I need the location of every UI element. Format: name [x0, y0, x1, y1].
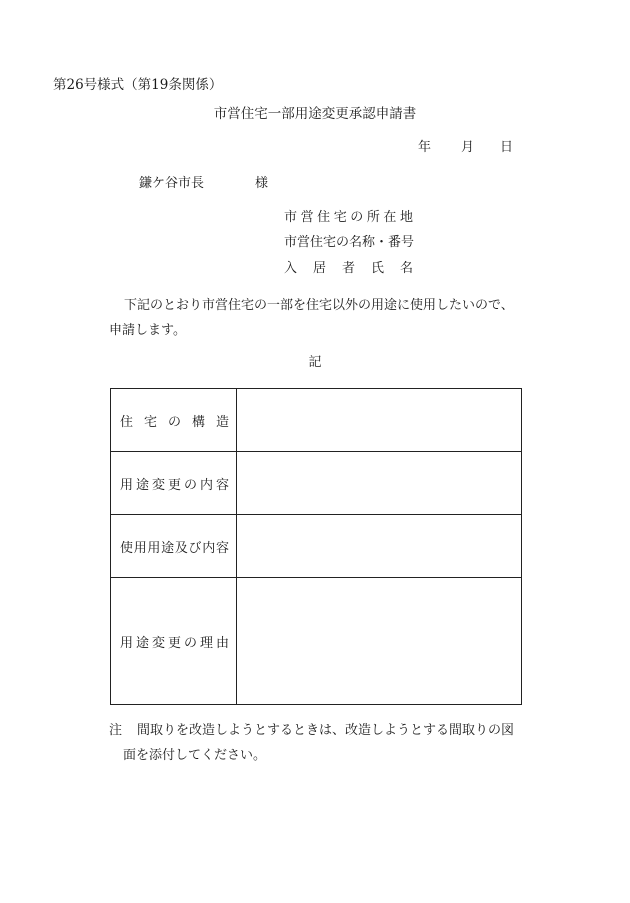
- date-day-label: 日: [500, 140, 514, 155]
- change-reason-field[interactable]: [237, 578, 522, 705]
- change-content-field[interactable]: [237, 452, 522, 515]
- addressee-name: 鎌ケ谷市長: [139, 176, 205, 191]
- request-body-text: 下記のとおり市営住宅の一部を住宅以外の用途に使用したいので、申請します。: [109, 298, 514, 338]
- applicant-resident-name-label: 入居者氏名: [284, 261, 413, 276]
- applicant-address-label: 市営住宅の所在地: [284, 210, 413, 225]
- addressee-suffix: 様: [255, 176, 269, 191]
- date-month-label: 月: [461, 140, 475, 155]
- detail-table: [110, 388, 522, 705]
- note-mark: 注: [109, 723, 123, 738]
- table-row: [111, 578, 522, 705]
- change-reason-label: 用途変更の理由: [120, 635, 229, 651]
- structure-label-cell: [111, 389, 237, 452]
- ki-heading: 記: [308, 355, 322, 370]
- note: [109, 718, 521, 768]
- date-year-label: 年: [418, 140, 432, 155]
- change-content-label-cell: [111, 452, 237, 515]
- form-number: 第26号様式（第19条関係）: [53, 77, 223, 93]
- table-row: [111, 452, 522, 515]
- page-title: 市営住宅一部用途変更承認申請書: [213, 106, 417, 122]
- usage-content-label: 使用用途及び内容: [120, 540, 229, 556]
- table-row: [111, 389, 522, 452]
- change-content-label: 用途変更の内容: [120, 477, 229, 493]
- note-text: 間取りを改造しようとするときは、改造しようとする間取りの図面を添付してください。: [123, 723, 515, 763]
- usage-content-field[interactable]: [237, 515, 522, 578]
- applicant-housing-name-label: 市営住宅の名称・番号: [284, 235, 415, 250]
- structure-label: 住宅の構造: [120, 414, 229, 430]
- structure-field[interactable]: [237, 389, 522, 452]
- change-reason-label-cell: [111, 578, 237, 705]
- usage-content-label-cell: [111, 515, 237, 578]
- table-row: [111, 515, 522, 578]
